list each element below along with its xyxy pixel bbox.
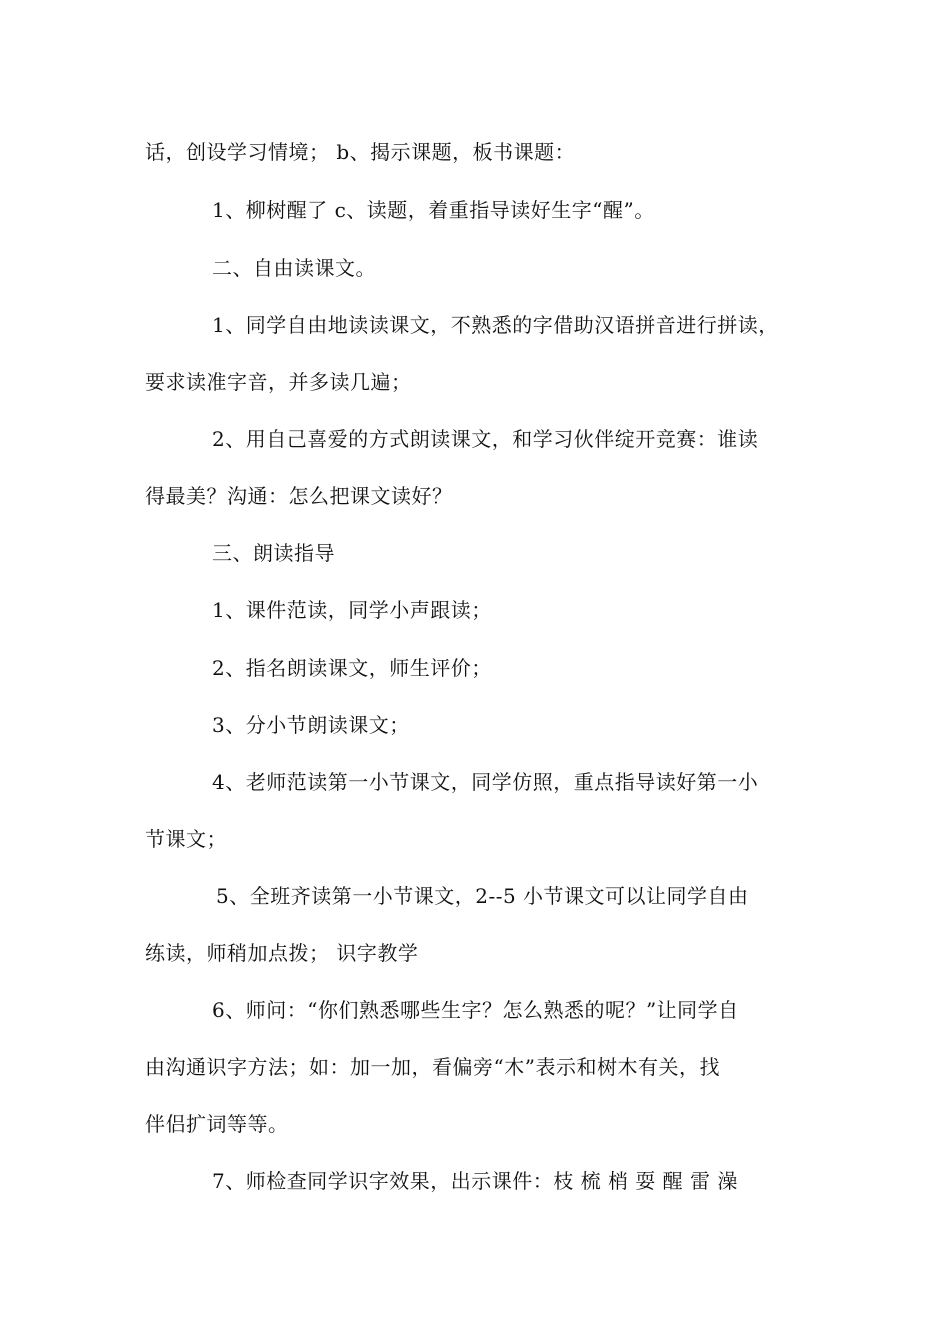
text-line-7: 得最美？沟通：怎么把课文读好？ [145,484,453,508]
text-line-2: 1、柳树醒了 c、读题，着重指导读好生字“醒”。 [212,198,655,222]
text-line-19: 7、师检查同学识字效果，出示课件：枝 梳 梢 耍 醒 雷 澡 [212,1169,738,1193]
text-line-3: 二、自由读课文。 [212,256,376,280]
text-line-9: 1、课件范读，同学小声跟读； [212,598,492,622]
text-line-11: 3、分小节朗读课文； [212,713,410,737]
text-line-13: 节课文； [145,827,227,851]
text-line-10: 2、指名朗读课文，师生评价； [212,656,492,680]
text-line-17: 由沟通识字方法；如：加一加，看偏旁“木”表示和树木有关，找 [145,1055,720,1079]
text-line-6: 2、用自己喜爱的方式朗读课文，和学习伙伴绽开竞赛：谁读 [212,427,759,451]
text-line-12: 4、老师范读第一小节课文，同学仿照，重点指导读好第一小 [212,770,759,794]
text-line-4: 1、同学自由地读读课文，不熟悉的字借助汉语拼音进行拼读， [212,313,779,337]
text-line-5: 要求读准字音，并多读几遍； [145,370,412,394]
text-line-16: 6、师问：“你们熟悉哪些生字？怎么熟悉的呢？”让同学自 [212,998,739,1022]
text-line-15: 练读，师稍加点拨； 识字教学 [145,941,419,965]
text-line-1: 话，创设学习情境； b、揭示课题，板书课题： [145,140,576,164]
text-line-8: 三、朗读指导 [212,541,335,565]
text-line-18: 伴侣扩词等等。 [145,1112,289,1136]
text-line-14: 5、全班齐读第一小节课文，2--5 小节课文可以让同学自由 [216,884,749,908]
